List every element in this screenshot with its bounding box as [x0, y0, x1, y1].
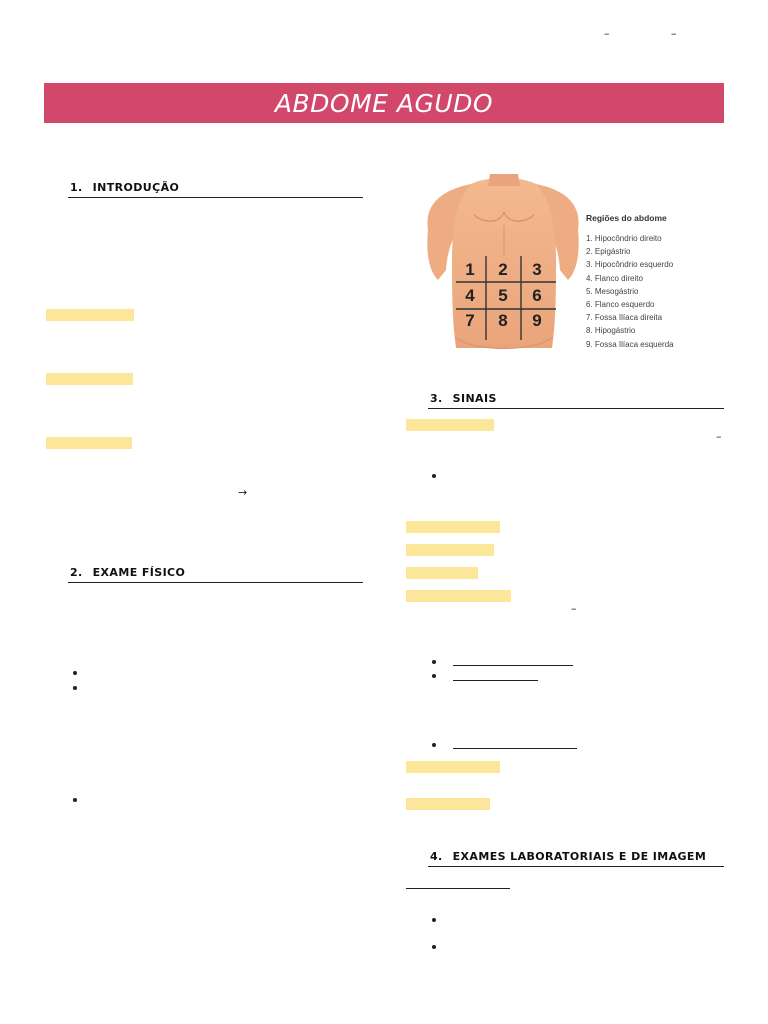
highlight-bar — [46, 309, 134, 321]
region-number-5: 5 — [498, 286, 508, 305]
region-number-7: 7 — [465, 311, 475, 330]
page-title: ABDOME AGUDO — [274, 88, 494, 118]
legend-item: 1. Hipocôndrio direito — [586, 234, 662, 243]
bullet-point — [73, 686, 77, 690]
bullet-point — [73, 798, 77, 802]
highlight-bar — [46, 437, 132, 449]
region-number-8: 8 — [498, 311, 508, 330]
legend-item: 6. Flanco esquerdo — [586, 299, 655, 309]
bullet-point — [432, 918, 436, 922]
section-title: EXAMES LABORATORIAIS E DE IMAGEM — [452, 850, 707, 863]
legend-item: 8. Hipogástrio — [586, 326, 636, 336]
region-number-3: 3 — [532, 260, 542, 279]
highlight-bar — [406, 521, 500, 533]
underline-mark — [453, 748, 577, 749]
section-title: EXAME FÍSICO — [92, 566, 186, 579]
section-number: 4. — [430, 850, 443, 863]
bullet-point — [432, 743, 436, 747]
header-dash-right: – — [671, 27, 677, 40]
text-dash: – — [571, 602, 577, 615]
highlight-bar — [46, 373, 133, 385]
region-number-2: 2 — [498, 260, 508, 279]
figure-legend-title: Regiões do abdome — [586, 213, 667, 223]
legend-item: 5. Mesogástrio — [586, 286, 639, 296]
region-number-1: 1 — [465, 260, 475, 279]
section-heading-exame-fisico — [68, 563, 363, 583]
header-dash-left: – — [604, 27, 610, 40]
bullet-point — [432, 474, 436, 478]
bullet-point — [432, 674, 436, 678]
legend-item: 3. Hipocôndrio esquerdo — [586, 260, 674, 270]
section-heading-exames — [428, 847, 724, 867]
section-title: SINAIS — [452, 392, 497, 405]
arrow-right-icon: → — [238, 486, 248, 499]
figure-legend-list — [586, 232, 674, 351]
region-number-9: 9 — [532, 311, 542, 330]
section-number: 3. — [430, 392, 443, 405]
bullet-point — [73, 671, 77, 675]
section-number: 2. — [70, 566, 83, 579]
highlight-bar — [406, 419, 494, 431]
legend-item: 2. Epigástrio — [586, 247, 631, 257]
section-heading-introducao — [68, 178, 363, 198]
region-number-4: 4 — [465, 286, 475, 305]
section-title: INTRODUÇÃO — [92, 181, 180, 194]
section-heading-sinais — [428, 389, 724, 409]
bullet-point — [432, 945, 436, 949]
highlight-bar — [406, 761, 500, 773]
highlight-bar — [406, 544, 494, 556]
legend-item: 4. Flanco direito — [586, 273, 643, 283]
section-number: 1. — [70, 181, 83, 194]
bullet-point — [432, 660, 436, 664]
highlight-bar — [406, 590, 511, 602]
text-dash: – — [716, 430, 722, 443]
underline-mark — [453, 680, 538, 681]
neck-shape — [488, 174, 520, 186]
title-banner — [44, 83, 724, 123]
underline-mark — [453, 665, 573, 666]
highlight-bar — [406, 798, 490, 810]
highlight-bar — [406, 567, 478, 579]
legend-item: 9. Fossa Ilíaca esquerda — [586, 339, 674, 349]
legend-item: 7. Fossa Ilíaca direita — [586, 313, 663, 323]
underline-mark — [406, 888, 510, 889]
region-number-6: 6 — [532, 286, 542, 305]
